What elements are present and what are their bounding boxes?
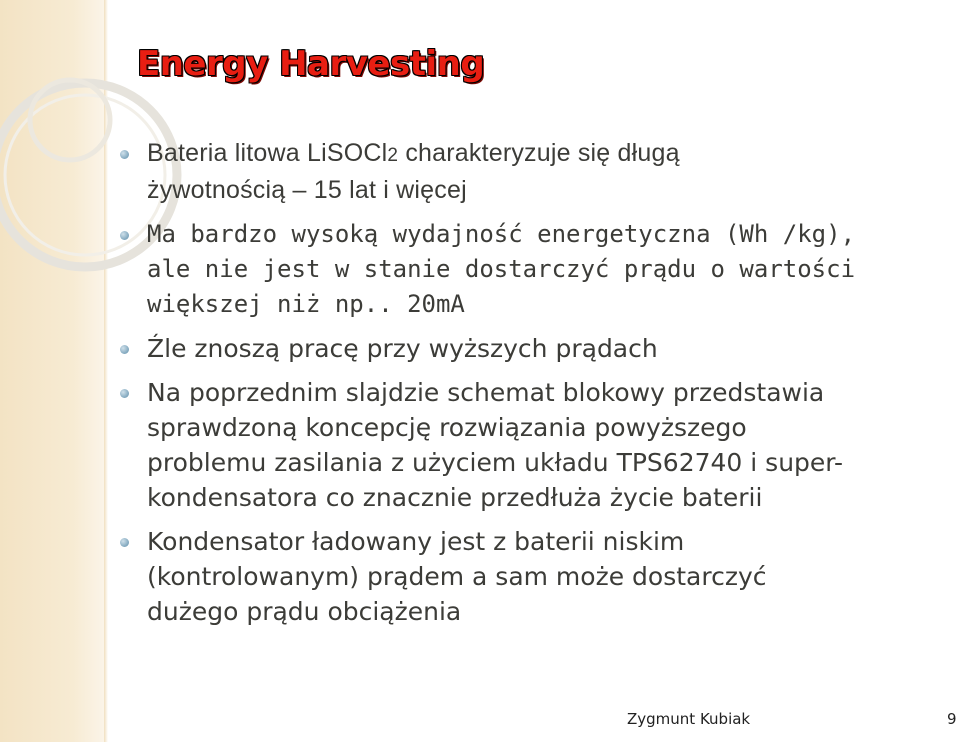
bullet-icon xyxy=(120,150,129,159)
bullet-line: Na poprzednim slajdzie schemat blokowy przedstawia xyxy=(147,378,825,407)
bullet-line: Źle znoszą pracę przy wyższych prądach xyxy=(147,334,658,363)
bullet-line: (kontrolowanym) prądem a sam może dostarczyć xyxy=(147,562,767,591)
bullet-line: ale nie jest w stanie dostarczyć prądu o wartości xyxy=(147,255,856,283)
bullet-line xyxy=(147,136,920,173)
bullet-item-battery xyxy=(120,136,920,208)
bullet-icon xyxy=(120,389,129,398)
slide-title: Energy Harvesting xyxy=(137,44,485,84)
text-segment: Bateria litowa LiSOCl xyxy=(147,139,388,167)
bullet-line: sprawdzoną koncepcję rozwiązania powyższego xyxy=(147,413,747,442)
subscript-text: 2 xyxy=(387,145,399,166)
bullet-line: kondensatora co znacznie przedłuża życie baterii xyxy=(147,483,763,512)
bullet-icon xyxy=(120,345,129,354)
bullet-icon xyxy=(120,538,129,547)
bullet-line: Kondensator ładowany jest z baterii niskim xyxy=(147,527,685,556)
bullet-item-high-current xyxy=(120,331,920,366)
slide-page-number: 9 xyxy=(947,710,957,728)
text-segment: charakteryzuje się długą xyxy=(398,139,680,167)
bullet-line: Ma bardzo wysoką wydajność energetyczna (Wh /kg), xyxy=(147,220,856,248)
bullet-item-block-diagram xyxy=(120,375,920,515)
bullet-line: problemu zasilania z użyciem układu TPS62740 i super- xyxy=(147,448,843,477)
footer-author: Zygmunt Kubiak xyxy=(627,710,751,728)
bullet-line: żywotnością – 15 lat i więcej xyxy=(147,176,467,204)
bullet-item-efficiency xyxy=(120,217,920,322)
bullet-line: większej niż np.. 20mA xyxy=(147,290,465,318)
bullet-line: dużego prądu obciążenia xyxy=(147,597,462,626)
bullet-icon xyxy=(120,231,129,240)
bullet-list xyxy=(120,136,920,638)
bullet-item-capacitor xyxy=(120,524,920,629)
